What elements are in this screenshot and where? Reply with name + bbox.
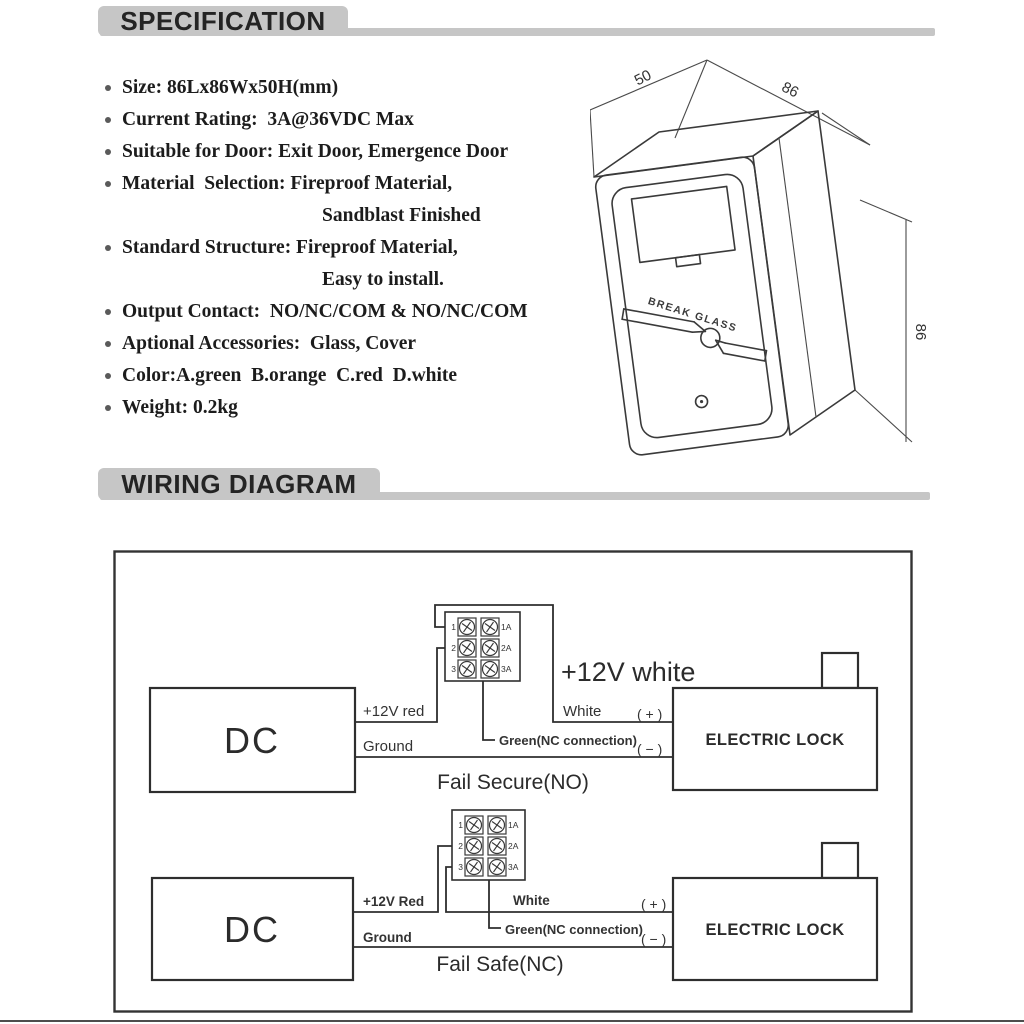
spec-item-continuation: Sandblast Finished xyxy=(322,205,481,226)
bullet-icon xyxy=(105,405,111,411)
spec-item: Current Rating: 3A@36VDC Max xyxy=(105,104,665,136)
bullet-icon xyxy=(105,117,111,123)
pin-label: 3A xyxy=(501,664,512,674)
pin-label: 1A xyxy=(501,622,512,632)
bullet-icon xyxy=(105,149,111,155)
pin-label: 3A xyxy=(508,862,519,872)
circuit-fail-safe xyxy=(152,810,877,980)
break-strips xyxy=(621,291,768,379)
wiring-title-text: WIRING DIAGRAM xyxy=(121,468,357,499)
lock-mount-square xyxy=(822,843,858,878)
bullet-icon xyxy=(105,85,111,91)
page-edge-line xyxy=(0,1020,1024,1022)
plus-label: ( + ) xyxy=(637,706,663,722)
spec-item: Color:A.green B.orange C.red D.white xyxy=(105,360,665,392)
pin-label: 2 xyxy=(458,841,463,851)
white-wire-label: White xyxy=(513,893,550,908)
spec-section-title xyxy=(98,6,348,36)
wiring-section-title xyxy=(98,468,380,500)
bullet-icon xyxy=(105,373,111,379)
spec-item: Weight: 0.2kg xyxy=(105,392,665,424)
minus-label: ( − ) xyxy=(637,741,663,757)
spec-item: Size: 86Lx86Wx50H(mm) xyxy=(105,72,665,104)
spec-item: Output Contact: NO/NC/COM & NO/NC/COM xyxy=(105,296,665,328)
bullet-icon xyxy=(105,309,111,315)
electric-lock-label: ELECTRIC LOCK xyxy=(705,921,845,939)
break-glass-label: BREAK GLASS xyxy=(646,295,739,335)
lock-mount-square xyxy=(822,653,858,688)
window-area xyxy=(632,186,736,262)
pin-label: 1 xyxy=(451,622,456,632)
spec-item: Aptional Accessories: Glass, Cover xyxy=(105,328,665,360)
break-glass-unit xyxy=(594,111,855,456)
power-wire-label: +12V red xyxy=(363,703,425,720)
green-wire-label: Green(NC connection) xyxy=(505,922,643,937)
dim-width-label: 86 xyxy=(778,78,802,102)
dim-depth-label: 50 xyxy=(631,66,655,90)
spec-item: Material Selection: Fireproof Material, xyxy=(105,168,665,200)
dimension-lines xyxy=(590,60,929,442)
keyhole-dot xyxy=(700,400,704,404)
bullet-icon xyxy=(105,341,111,347)
dim-height-label: 86 xyxy=(912,323,929,341)
wire-green xyxy=(489,880,501,928)
power-wire-label: +12V Red xyxy=(363,894,425,909)
circuit-caption: Fail Secure(NO) xyxy=(437,771,589,794)
terminal-block xyxy=(452,810,525,880)
dc-label: DC xyxy=(224,720,280,761)
pin-label: 3 xyxy=(451,664,456,674)
green-wire-label: Green(NC connection) xyxy=(499,733,637,748)
pin-label: 1 xyxy=(458,820,463,830)
terminal-block xyxy=(445,612,520,681)
pin-label: 3 xyxy=(458,862,463,872)
pin-label: 2 xyxy=(451,643,456,653)
pin-label: 2A xyxy=(501,643,512,653)
bullet-icon xyxy=(105,245,111,251)
white-wire-label: White xyxy=(563,703,602,720)
spec-item: Suitable for Door: Exit Door, Emergence Door xyxy=(105,136,665,168)
voltage-note: +12V white xyxy=(561,657,696,687)
ground-wire-label: Ground xyxy=(363,930,412,945)
plus-label: ( + ) xyxy=(641,896,667,912)
spec-item-continuation: Easy to install. xyxy=(322,269,444,290)
minus-label: ( − ) xyxy=(641,931,667,947)
product-drawing xyxy=(590,50,1020,470)
circuit-caption: Fail Safe(NC) xyxy=(436,953,564,976)
wire-green xyxy=(483,681,495,740)
spec-list xyxy=(105,72,665,424)
center-button xyxy=(700,327,721,348)
ground-wire-label: Ground xyxy=(363,738,414,755)
bullet-icon xyxy=(105,181,111,187)
dc-label: DC xyxy=(224,909,280,950)
circuit-fail-secure xyxy=(150,605,877,794)
pin-label: 1A xyxy=(508,820,519,830)
spec-item: Standard Structure: Fireproof Material, xyxy=(105,232,665,264)
electric-lock-label: ELECTRIC LOCK xyxy=(705,731,845,749)
front-panel xyxy=(594,156,789,456)
spec-title-text: SPECIFICATION xyxy=(120,5,326,36)
box-top-face xyxy=(594,111,818,177)
wiring-diagram xyxy=(113,550,913,1013)
pin-label: 2A xyxy=(508,841,519,851)
